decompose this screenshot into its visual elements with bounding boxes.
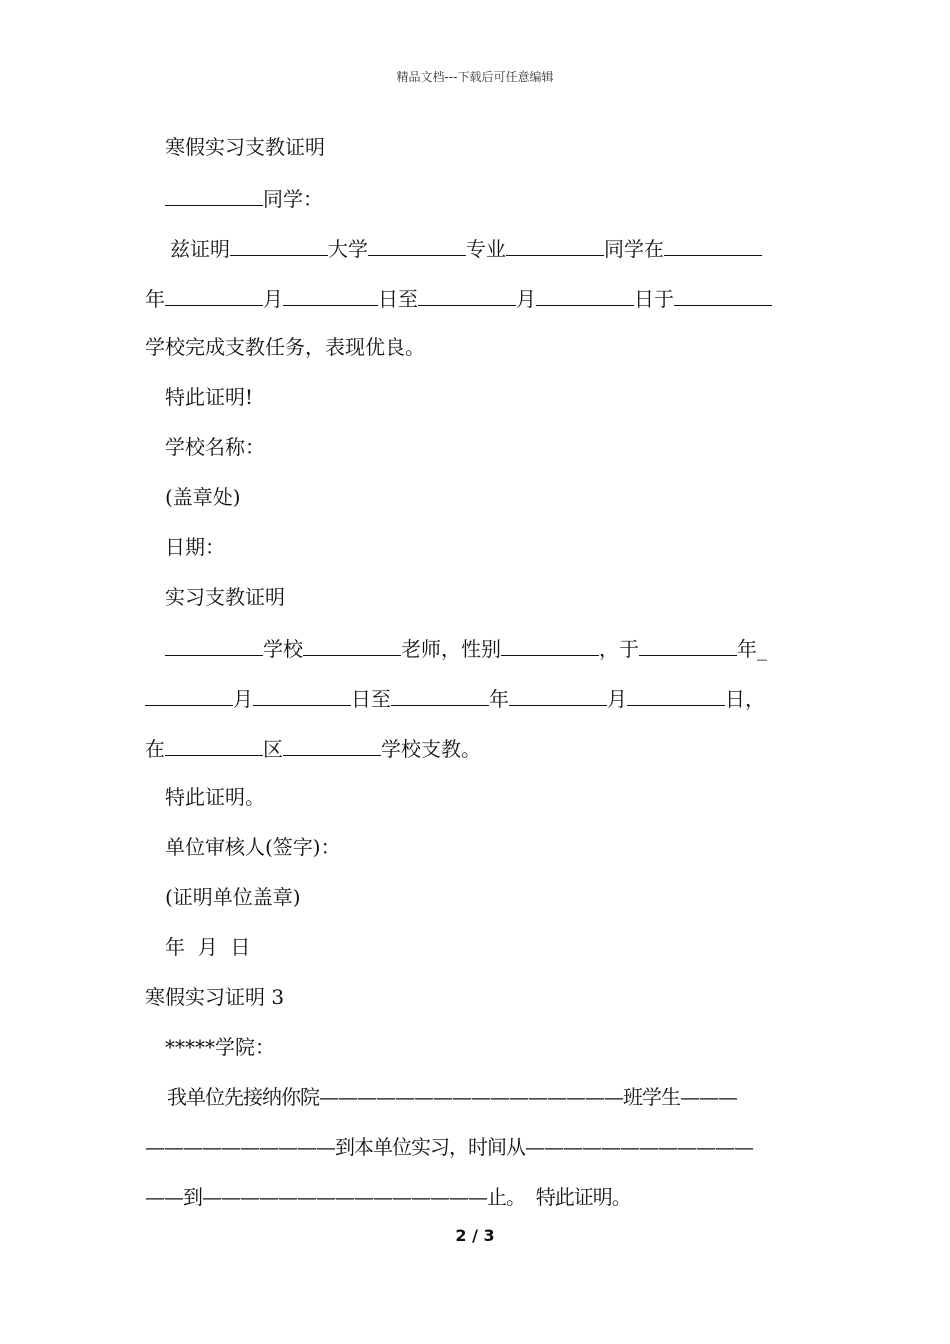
blank-field — [165, 183, 263, 206]
blank-field — [627, 683, 725, 706]
blank-field — [536, 283, 634, 306]
blank-field — [418, 283, 516, 306]
section1-certify: 特此证明! — [165, 385, 254, 409]
page-number: 2 / 3 — [455, 1226, 495, 1245]
blank-field — [368, 233, 466, 256]
section2-line2: 月 日至 年 月 日， — [145, 683, 810, 713]
blank-field — [509, 683, 607, 706]
section3-line1: 我单位先接纳你院————————————————班学生——— — [167, 1085, 737, 1109]
blank-field — [674, 283, 772, 306]
blank-field — [165, 283, 263, 306]
blank-field — [303, 633, 401, 656]
blank-field — [501, 633, 599, 656]
section2-seal: (证明单位盖章) — [165, 885, 301, 909]
section1-line2: 年 月 日至 月 日于 — [145, 283, 810, 313]
greeting-suffix: 同学： — [263, 187, 323, 211]
blank-field — [230, 233, 328, 256]
section2-title: 实习支教证明 — [165, 585, 285, 609]
section1-school-name: 学校名称： — [165, 435, 265, 459]
blank-field — [253, 683, 351, 706]
section2-date: 年 月 日 — [165, 935, 251, 959]
blank-field — [283, 283, 378, 306]
section1-seal: (盖章处) — [165, 485, 241, 509]
section3-line3: ——到———————————————止。 特此证明。 — [145, 1185, 631, 1209]
section1-greeting — [165, 183, 830, 213]
section3-addressee: *****学院： — [165, 1035, 275, 1059]
section2-reviewer: 单位审核人(签字)： — [165, 835, 341, 859]
page-header: 精品文档---下载后可任意编辑 — [396, 70, 554, 84]
section2-certify: 特此证明。 — [165, 785, 265, 809]
blank-field — [506, 233, 604, 256]
blank-field — [664, 233, 762, 256]
section1-line1: 兹证明 大学 专业 同学在 — [170, 233, 835, 263]
blank-field — [165, 733, 263, 756]
section1-line3: 学校完成支教任务，表现优良。 — [145, 335, 425, 359]
blank-field — [639, 633, 737, 656]
section2-line3: 在 区 学校支教。 — [145, 733, 810, 763]
blank-field — [145, 683, 233, 706]
blank-field — [165, 633, 263, 656]
section3-title: 寒假实习证明 3 — [145, 985, 285, 1009]
blank-field — [283, 733, 381, 756]
section2-line1: 学校 老师，性别 ，于 年_ — [165, 633, 830, 663]
section1-title: 寒假实习支教证明 — [165, 135, 325, 159]
blank-field — [391, 683, 489, 706]
section3-line2: ——————————到本单位实习，时间从———————————— — [145, 1135, 753, 1159]
section1-date: 日期： — [165, 535, 225, 559]
